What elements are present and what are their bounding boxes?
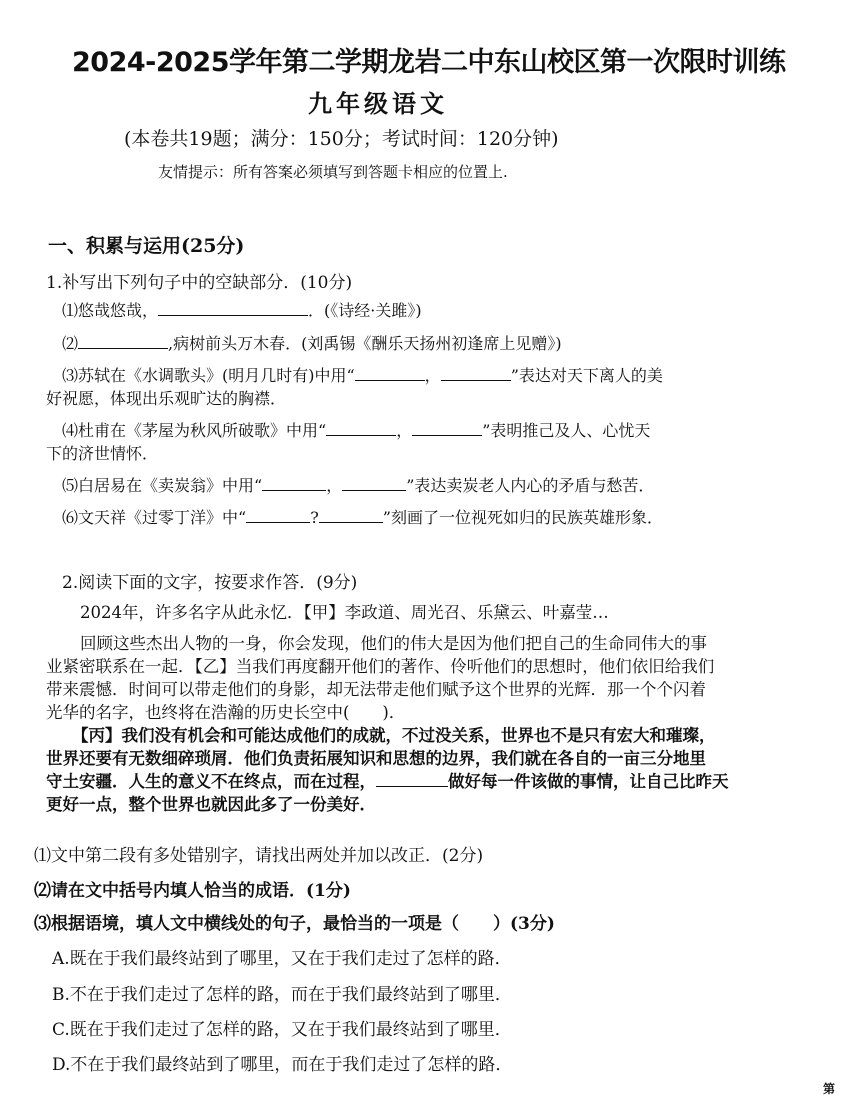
answer-blank xyxy=(262,476,326,491)
passage-paragraph-1: 2024年，许多名字从此永忆．【甲】李政道、周光召、乐黛云、叶嘉莹… xyxy=(80,603,609,622)
answer-blank xyxy=(78,334,168,349)
passage-paragraph-3-line-4: 更好一点，整个世界也就因此多了一份美好． xyxy=(46,795,376,814)
item-text: ,病树前头万木春．(刘禹锡《酬乐天扬州初逢席上见赠》) xyxy=(168,334,562,353)
passage-paragraph-3-line-1: 【丙】我们没有机会和可能达成他们的成就，不过没关系，世界也不是只有宏大和璀璨， xyxy=(72,726,716,745)
item-text: ．(《诗经·关雎》) xyxy=(308,301,422,320)
item-text: ⑶苏轼在《水调歌头》(明月几时有)中用“ xyxy=(62,366,355,385)
question-2-stem: 2.阅读下面的文字，按要求作答．(9分) xyxy=(62,573,358,593)
question-1-item-4 xyxy=(62,418,650,441)
passage-paragraph-2-line-3: 带来震憾．时间可以带走他们的身影，却无法带走他们赋予这个世界的光辉．那一个个闪着 xyxy=(46,680,706,699)
option-a: A.既在于我们最终站到了哪里，又在于我们走过了怎样的路． xyxy=(52,949,512,969)
answer-blank xyxy=(342,476,406,491)
item-text: ⑸白居易在《卖炭翁》中用“ xyxy=(62,476,263,495)
question-2-sub-1: ⑴文中第二段有多处错别字，请找出两处并加以改正．(2分) xyxy=(34,846,484,866)
question-1-item-3-cont: 好祝愿，体现出乐观旷达的胸襟． xyxy=(46,389,287,408)
item-text: ， xyxy=(424,366,441,385)
exam-subtitle: 九年级语文 xyxy=(308,89,448,118)
item-text: ⑷杜甫在《茅屋为秋风所破歌》中用“ xyxy=(62,421,327,440)
page-marker: 第 xyxy=(822,1082,835,1096)
question-1-item-3 xyxy=(62,363,663,386)
item-text: ⑴悠哉悠哉， xyxy=(62,301,159,320)
question-1-stem: 1.补写出下列句子中的空缺部分．(10分) xyxy=(46,273,353,293)
section-heading: 一、积累与运用(25分) xyxy=(48,235,245,257)
item-text: ⑵ xyxy=(62,334,79,353)
passage-paragraph-2-line-1: 回顾这些杰出人物的一身，你会发现，他们的伟大是因为他们把自己的生命同伟大的事 xyxy=(80,634,707,653)
question-2-sub-3: ⑶根据语境，填人文中横线处的句子，最恰当的一项是（ ）(3分) xyxy=(34,914,555,934)
passage-text: 守土安疆．人生的意义不在终点，而在过程， xyxy=(46,772,376,791)
answer-blank xyxy=(412,421,482,436)
question-1-item-4-cont: 下的济世情怀． xyxy=(46,444,159,463)
item-text: ? xyxy=(310,508,319,527)
passage-paragraph-3-line-2: 世界还要有无数细碎琐屑．他们负责拓展知识和思想的边界，我们就在各自的一亩三分地里 xyxy=(46,749,706,768)
answer-blank xyxy=(355,366,425,381)
item-text: ， xyxy=(396,421,413,440)
answer-blank xyxy=(376,772,448,787)
item-text: ， xyxy=(326,476,343,495)
option-d: D.不在于我们最终站到了哪里，而在于我们走过了怎样的路． xyxy=(52,1055,513,1075)
passage-text: 做好每一件该做的事情，让自己比昨天 xyxy=(448,772,729,791)
answer-blank xyxy=(246,508,310,523)
item-text: ”表达对天下离人的美 xyxy=(510,366,663,385)
answer-blank xyxy=(441,366,511,381)
option-c: C.既在于我们走过了怎样的路，又在于我们最终站到了哪里． xyxy=(52,1020,512,1040)
question-2-sub-2: ⑵请在文中括号内填人恰当的成语．(1分) xyxy=(34,881,351,901)
question-1-item-1 xyxy=(62,298,422,321)
answer-blank xyxy=(319,508,383,523)
item-text: ”表明推己及人、心忧天 xyxy=(482,421,651,440)
answer-blank xyxy=(326,421,396,436)
exam-title: 2024-2025学年第二学期龙岩二中东山校区第一次限时训练 xyxy=(72,47,786,78)
answer-blank xyxy=(158,301,308,316)
passage-paragraph-2-line-4: 光华的名字，也终将在浩瀚的历史长空中( )． xyxy=(46,703,406,722)
exam-tip: 友情提示：所有答案必须填写到答题卡相应的位置上. xyxy=(158,163,508,181)
option-b: B.不在于我们走过了怎样的路，而在于我们最终站到了哪里． xyxy=(52,985,512,1005)
passage-paragraph-2-line-2: 业紧密联系在一起．【乙】当我们再度翻开他们的著作、伶听他们的思想时，他们依旧给我们 xyxy=(46,657,715,676)
passage-paragraph-3-line-3 xyxy=(46,768,729,792)
question-1-item-2 xyxy=(62,331,562,354)
question-1-item-5 xyxy=(62,473,654,496)
item-text: ”刻画了一位视死如归的民族英雄形象． xyxy=(382,508,663,527)
item-text: ”表达卖炭老人内心的矛盾与愁苦． xyxy=(406,476,655,495)
question-1-item-6 xyxy=(62,505,663,528)
exam-info: (本卷共19题；满分：150分；考试时间：120分钟) xyxy=(124,128,559,150)
item-text: ⑹文天祥《过零丁洋》中“ xyxy=(62,508,247,527)
